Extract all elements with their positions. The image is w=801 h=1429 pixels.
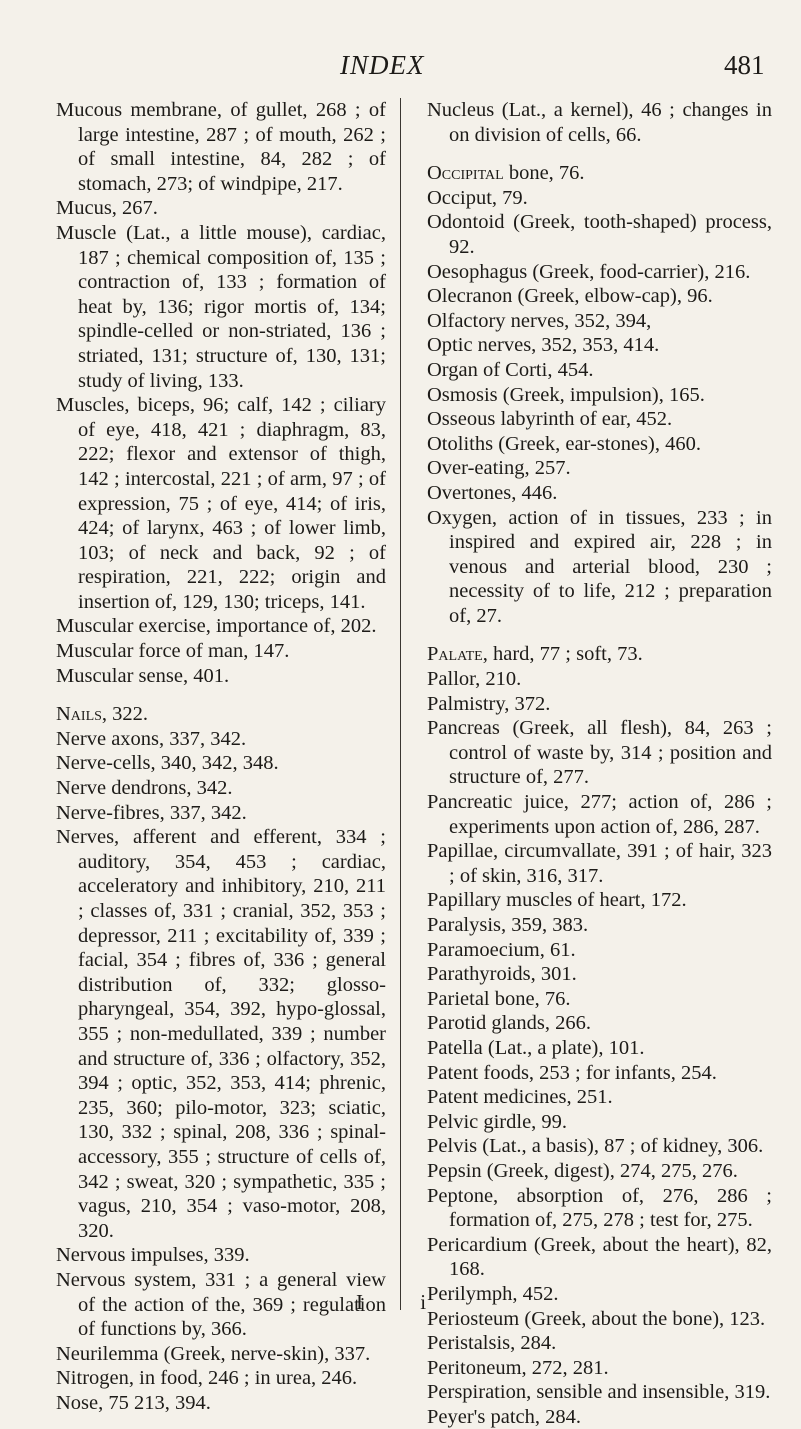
index-entry-text: , hard, 77 ; soft, 73. bbox=[482, 643, 643, 666]
index-entry bbox=[56, 1391, 386, 1416]
index-entry bbox=[427, 1011, 772, 1036]
index-entry bbox=[427, 1184, 772, 1233]
index-entry bbox=[427, 407, 772, 432]
index-entry bbox=[427, 839, 772, 888]
index-entry-text: Mucus, 267. bbox=[56, 197, 158, 220]
index-entry-text: Muscular force of man, 147. bbox=[56, 640, 290, 663]
index-entry bbox=[427, 1036, 772, 1061]
index-entry bbox=[427, 692, 772, 717]
index-entry-text: Nose, 75 213, 394. bbox=[56, 1391, 211, 1414]
index-entry-text: Parathyroids, 301. bbox=[427, 963, 577, 986]
index-entry-text: Nerve-fibres, 337, 342. bbox=[56, 801, 247, 824]
index-entry-text: Pancreatic juice, 277; action of, 286 ; experiments upon action of, 286, 287. bbox=[427, 791, 772, 838]
index-entry-text: Parotid glands, 266. bbox=[427, 1012, 591, 1035]
index-entry bbox=[56, 1366, 386, 1391]
index-entry-text: Mucous membrane, of gullet, 268 ; of large intestine, 287 ; of mouth, 262 ; of small intestine, 84, 282 ; of stomach, 273; of windpipe, 217. bbox=[56, 99, 386, 195]
index-entry-text: Peptone, absorption of, 276, 286 ; formation of, 275, 278 ; test for, 275. bbox=[427, 1184, 772, 1232]
index-entry-text: Pelvis (Lat., a basis), 87 ; of kidney, 306. bbox=[427, 1135, 764, 1158]
index-entry bbox=[56, 727, 386, 752]
signature-mark: I i bbox=[356, 1290, 453, 1314]
index-entry-text: Pallor, 210. bbox=[427, 668, 522, 691]
index-entry-text: Nucleus (Lat., a kernel), 46 ; changes in on division of cells, 66. bbox=[427, 99, 772, 146]
index-entry bbox=[56, 1268, 386, 1342]
index-entry bbox=[427, 1061, 772, 1086]
index-entry-text: Muscles, biceps, 96; calf, 142 ; ciliary of eye, 418, 421 ; diaphragm, 83, 222; flexor and extensor of thigh, 142 ; intercostal, 221 ; of arm, 97 ; of expression, 75 ; of eye, 414; of iris, 424; of larynx, 463 ; of lower limb, 103; of neck and back, 92 ; of respiration, 221, 222; origin and insertion of, 129, 130; triceps, 141. bbox=[56, 394, 386, 613]
index-entry-text: Palmistry, 372. bbox=[427, 692, 551, 715]
index-entry bbox=[427, 716, 772, 790]
running-title: INDEX bbox=[340, 50, 425, 80]
index-entry bbox=[56, 825, 386, 1243]
index-entry bbox=[427, 210, 772, 259]
index-entry bbox=[427, 790, 772, 839]
index-entry bbox=[427, 98, 772, 147]
index-entry-text: Perspiration, sensible and insensible, 319. bbox=[427, 1381, 771, 1404]
index-entry bbox=[427, 987, 772, 1012]
index-entry bbox=[427, 913, 772, 938]
index-entry bbox=[427, 456, 772, 481]
index-entry-text: Patella (Lat., a plate), 101. bbox=[427, 1036, 645, 1059]
index-entry bbox=[56, 1243, 386, 1268]
index-entry bbox=[427, 1110, 772, 1135]
index-entry bbox=[427, 1356, 772, 1381]
page-header bbox=[0, 50, 801, 90]
index-entry-text: Organ of Corti, 454. bbox=[427, 358, 594, 381]
index-entry bbox=[56, 776, 386, 801]
index-entry bbox=[427, 161, 772, 186]
index-entry bbox=[427, 1405, 772, 1429]
index-entry bbox=[56, 196, 386, 221]
index-entry-text: Pepsin (Greek, digest), 274, 275, 276. bbox=[427, 1159, 738, 1182]
index-entry-text: Nerve-cells, 340, 342, 348. bbox=[56, 752, 279, 775]
index-entry-text: Nervous impulses, 339. bbox=[56, 1244, 250, 1267]
index-entry-text: Nerve axons, 337, 342. bbox=[56, 727, 247, 750]
index-entry bbox=[427, 309, 772, 334]
index-entry bbox=[427, 642, 772, 667]
index-entry-text: Oxygen, action of in tissues, 233 ; in inspired and expired air, 228 ; in venous and arterial blood, 230 ; necessity of to life, 212 ; preparation of, 27. bbox=[427, 506, 772, 627]
index-entry bbox=[427, 432, 772, 457]
column-divider bbox=[400, 98, 401, 1310]
index-entry bbox=[427, 1085, 772, 1110]
index-entry bbox=[427, 1380, 772, 1405]
index-entry-text: Otoliths (Greek, ear-stones), 460. bbox=[427, 432, 701, 455]
index-entry bbox=[427, 383, 772, 408]
index-entry-text: Odontoid (Greek, tooth-shaped) process, 92. bbox=[427, 211, 772, 258]
index-entry bbox=[427, 333, 772, 358]
index-entry-text: bone, 76. bbox=[503, 162, 585, 185]
index-entry bbox=[56, 801, 386, 826]
index-entry-text: Muscle (Lat., a little mouse), cardiac, 187 ; chemical composition of, 135 ; contraction of, 133 ; formation of heat by, 136; rigor mortis of, 134; spindle-celled or non-striated, 136 ; striated, 131; structure of, 130, 131; study of living, 133. bbox=[56, 221, 386, 392]
index-entry-text: Neurilemma (Greek, nerve-skin), 337. bbox=[56, 1342, 371, 1365]
index-entry bbox=[427, 1307, 772, 1332]
index-entry-text: Olfactory nerves, 352, 394, bbox=[427, 309, 652, 332]
page-number: 481 bbox=[724, 50, 765, 80]
index-entry-text: Over-eating, 257. bbox=[427, 457, 571, 480]
index-entry-text: Olecranon (Greek, elbow-cap), 96. bbox=[427, 285, 713, 308]
index-entry-text: Pancreas (Greek, all flesh), 84, 263 ; control of waste by, 314 ; position and structure of, 277. bbox=[427, 717, 772, 789]
index-entry-text: Optic nerves, 352, 353, 414. bbox=[427, 334, 660, 357]
index-entry bbox=[427, 186, 772, 211]
index-entry bbox=[56, 614, 386, 639]
index-entry-text: Oesophagus (Greek, food-carrier), 216. bbox=[427, 260, 751, 283]
index-entry-text: Osseous labyrinth of ear, 452. bbox=[427, 408, 673, 431]
index-entry-text: Occiput, 79. bbox=[427, 186, 528, 209]
index-entry-text: Nerve dendrons, 342. bbox=[56, 777, 233, 800]
index-entry bbox=[427, 1282, 772, 1307]
index-entry-text: Nerves, afferent and efferent, 334 ; auditory, 354, 453 ; cardiac, acceleratory and inhibitory, 210, 211 ; classes of, 331 ; cranial, 352, 353 ; depressor, 211 ; excitability of, 339 ; facial, 354 ; fibres of, 336 ; general distribution of, 332; glosso-pharyngeal, 354, 392, hypo-glossal, 355 ; non-medullated, 339 ; number and structure of, 336 ; olfactory, 352, 394 ; optic, 352, 353, 414; phrenic, 235, 360; pilo-motor, 323; sciatic, 130, 332 ; spinal, 208, 336 ; spinal-accessory, 355 ; structure of cells of, 342 ; sweat, 320 ; sympathetic, 335 ; vagus, 210, 354 ; vaso-motor, 208, 320. bbox=[56, 826, 386, 1242]
index-entry bbox=[56, 393, 386, 614]
index-entry-text: Peritoneum, 272, 281. bbox=[427, 1356, 609, 1379]
index-entry-text: Patent medicines, 251. bbox=[427, 1086, 613, 1109]
index-entry-text: Peyer's patch, 284. bbox=[427, 1405, 581, 1428]
index-entry bbox=[427, 506, 772, 629]
index-entry-text: Pericardium (Greek, about the heart), 82, 168. bbox=[427, 1233, 772, 1281]
index-entry-lead: Nails bbox=[56, 703, 102, 726]
index-entry-text: Osmosis (Greek, impulsion), 165. bbox=[427, 383, 705, 406]
index-entry-lead: Palate bbox=[427, 643, 483, 666]
index-entry bbox=[56, 702, 386, 727]
index-entry bbox=[427, 358, 772, 383]
index-entry bbox=[427, 284, 772, 309]
index-column-right bbox=[427, 98, 772, 1429]
index-entry-text: Nervous system, 331 ; a general view of the action of the, 369 ; regulation of functions by, 366. bbox=[56, 1268, 386, 1341]
index-entry bbox=[427, 1233, 772, 1282]
index-entry bbox=[427, 1159, 772, 1184]
index-entry bbox=[427, 667, 772, 692]
index-entry bbox=[427, 1331, 772, 1356]
index-entry-text: Overtones, 446. bbox=[427, 481, 558, 504]
index-entry bbox=[56, 1342, 386, 1367]
index-entry-text: , 322. bbox=[101, 703, 149, 726]
index-entry-text: Nitrogen, in food, 246 ; in urea, 246. bbox=[56, 1367, 358, 1390]
index-entry bbox=[427, 962, 772, 987]
index-entry-text: Periosteum (Greek, about the bone), 123. bbox=[427, 1307, 766, 1330]
index-entry bbox=[56, 221, 386, 393]
index-entry bbox=[56, 639, 386, 664]
index-entry bbox=[427, 260, 772, 285]
index-entry bbox=[427, 481, 772, 506]
index-entry-text: Perilymph, 452. bbox=[427, 1282, 559, 1305]
index-entry-text: Pelvic girdle, 99. bbox=[427, 1110, 568, 1133]
index-entry bbox=[56, 98, 386, 196]
index-column-left bbox=[56, 98, 386, 1415]
index-entry-text: Paramoecium, 61. bbox=[427, 938, 576, 961]
index-entry bbox=[427, 938, 772, 963]
index-entry-text: Peristalsis, 284. bbox=[427, 1332, 557, 1355]
index-entry bbox=[56, 751, 386, 776]
index-entry-text: Paralysis, 359, 383. bbox=[427, 914, 589, 936]
index-entry-text: Muscular sense, 401. bbox=[56, 664, 230, 687]
index-entry bbox=[427, 1134, 772, 1159]
index-entry-text: Papillary muscles of heart, 172. bbox=[427, 889, 687, 912]
index-entry-text: Parietal bone, 76. bbox=[427, 987, 571, 1010]
index-entry-text: Patent foods, 253 ; for infants, 254. bbox=[427, 1061, 717, 1084]
index-entry-text: Muscular exercise, importance of, 202. bbox=[56, 615, 377, 638]
index-entry bbox=[427, 888, 772, 913]
index-entry bbox=[56, 664, 386, 689]
index-entry-lead: Occipital bbox=[427, 162, 504, 185]
index-entry-text: Papillae, circumvallate, 391 ; of hair, 323 ; of skin, 316, 317. bbox=[427, 840, 772, 887]
